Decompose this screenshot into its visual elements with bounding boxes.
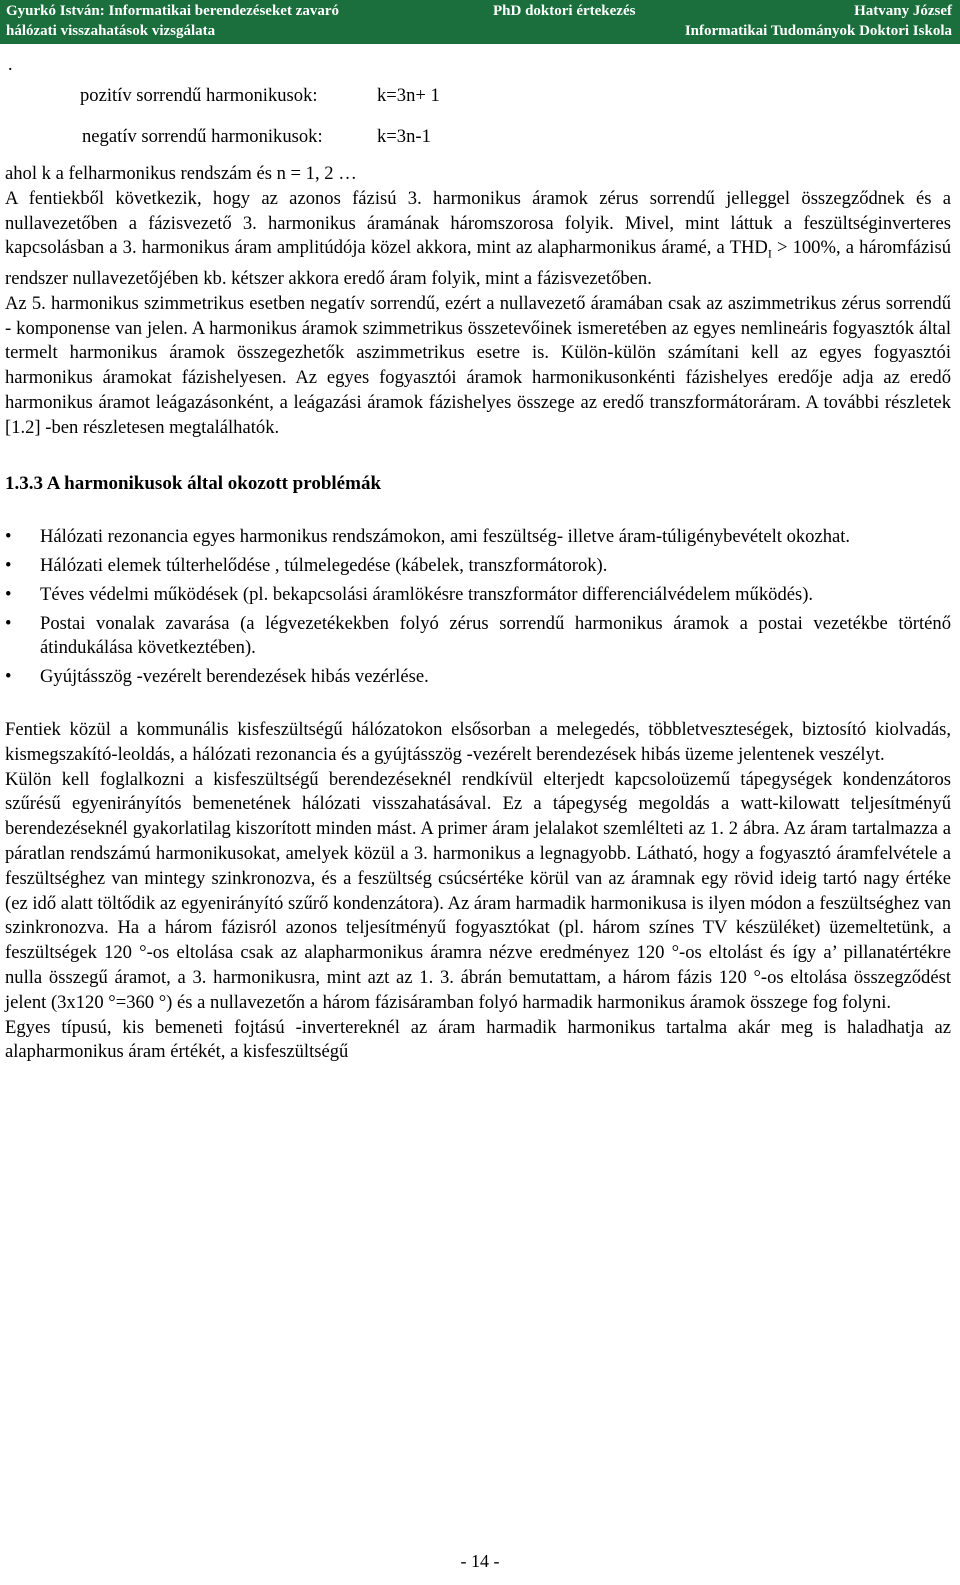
- positive-sequence-formula: k=3n+ 1: [377, 85, 440, 107]
- header-author-title: Gyurkó István: Informatikai berendezéseket zavaró: [6, 3, 340, 19]
- stray-dot: .: [8, 54, 13, 74]
- negative-sequence-row: [5, 117, 951, 158]
- header-school-name: Hatvany József: [854, 3, 952, 19]
- list-item: [5, 612, 951, 662]
- paragraph-risks: Fentiek közül a kommunális kisfeszültségű hálózatokon elsősorban a melegedés, többletveszteségek, biztosító kiolvadás, kismegszakító-leoldás, a hálózati rezonancia és a gyújtásszög -vezérelt berendezések hibás üzeme jelentenek veszélyt.: [5, 719, 951, 765]
- bullet-icon: •: [5, 666, 12, 688]
- p2-text-b: > 100%, a háromfázisú rendszer nullavezetőjében kb. kétszer akkora eredő áram folyik, mint a fázisvezetőben.: [5, 237, 952, 289]
- page-body: [5, 76, 951, 1065]
- problem-list: [5, 525, 951, 690]
- negative-sequence-formula: k=3n-1: [377, 126, 431, 148]
- p2-text-a: A fentiekből következik, hogy az azonos fázisú 3. harmonikus áramok zérus sorrendű jelleggel összegződnek és a nullavezetőben a fázisvezető 3. harmonikus áramának háromszorosa folyik. Mivel, mint láttuk a feszültséginverteres kapcsolásban a 3. harmonikus áram amplitúdója közel akkora, mint az alapharmonikus áramé, a THD: [5, 187, 951, 259]
- paragraph-fifth-harmonic: Az 5. harmonikus szimmetrikus esetben negatív sorrendű, ezért a nullavezető áramában csak az aszimmetrikus zérus sorrendű - komponense van jelen. A harmonikus áramok szimmetrikus összetevőinek ismeretében az egyes nemlineáris fogyasztók által termelt harmonikus áramok összegezhetők aszimmetrikus esetre is. Külön-külön számítani kell az egyes fogyasztói harmonikus áramokat fázishelyesen. Az egyes fogyasztói áramok harmonikusonkénti fázishelyes eredője adja az eredő harmonikus áramot leágazásonként, a leágazási áramok fázishelyes összege az eredő transzformátoráram. A további részletek [1.2] -ben részletesen megtalálhatók.: [5, 292, 951, 438]
- bullet-icon: •: [5, 612, 12, 634]
- list-item: [5, 525, 951, 550]
- list-item: [5, 554, 951, 579]
- list-item-text: Gyújtásszög -vezérelt berendezések hibás vezérlése.: [40, 666, 429, 688]
- header-doc-type: PhD doktori értekezés: [493, 3, 636, 19]
- thd-subscript: I: [767, 247, 772, 262]
- list-item: [5, 665, 951, 690]
- page-number: - 14 -: [460, 1551, 500, 1571]
- header-right: [685, 1, 952, 41]
- negative-sequence-label: negatív sorrendű harmonikusok:: [82, 126, 323, 148]
- header-title-cont: hálózati visszahatások vizsgálata: [6, 23, 216, 39]
- bullet-icon: •: [5, 583, 12, 605]
- page-header: [0, 0, 960, 44]
- bullet-icon: •: [5, 526, 12, 548]
- bullet-icon: •: [5, 555, 12, 577]
- paragraph-inverters: Egyes típusú, kis bemeneti fojtású -invertereknél az áram harmadik harmonikus tartalma akár meg is haladhatja az alapharmonikus áram értékét, a kisfeszültségű: [5, 1016, 951, 1063]
- positive-sequence-row: [5, 76, 951, 117]
- list-item-text: Téves védelmi működések (pl. bekapcsolási áramlökésre transzformátor differenciálvédelem működés).: [40, 583, 814, 605]
- list-item-text: Hálózati rezonancia egyes harmonikus rendszámokon, ami feszültség- illetve áram-túligénybevételt okozhat.: [40, 526, 851, 548]
- list-item: [5, 583, 951, 608]
- positive-sequence-label: pozitív sorrendű harmonikusok:: [80, 85, 318, 107]
- spacer: [5, 694, 951, 718]
- header-school-dept: Informatikai Tudományok Doktori Iskola: [684, 23, 952, 39]
- paragraph-third-harmonic: [5, 187, 951, 292]
- list-item-text: Hálózati elemek túlterhelődése , túlmelegedése (kábelek, transzformátorok).: [40, 555, 608, 577]
- list-item-text: Postai vonalak zavarása (a légvezetékekben folyó zérus sorrendű harmonikus áramok a postai vezetékbe történő átindukálása következtében).: [40, 612, 951, 659]
- section-heading: 1.3.3 A harmonikusok által okozott problémák: [5, 473, 382, 495]
- paragraph-k-definition: ahol k a felharmonikus rendszám és n = 1, 2 …: [5, 163, 357, 184]
- paragraph-smps: Külön kell foglalkozni a kisfeszültségű berendezéseknél rendkívül elterjedt kapcsoloüzemű tápegységek kondenzátoros szűrésű egyenirányítós bemenetének hálózati visszahatásával. Ez a tápegység megoldás a watt-kilowatt teljesítményű berendezéseknél gyakorlatilag kiszorított minden mást. A primer áram jelalakot szemlélteti az 1. 2 ábra. Az áram tartalmazza a páratlan rendszámú harmonikusokat, amelyek közül a 3. harmonikus a legnagyobb. Látható, hogy a fogyasztó áramfelvétele a feszültséghez van mintegy szinkronozva, és a feszültség csúcsértéke körül van az áramnak egy rövid ideig tartó nagy értéke (ez idő alatt töltődik az egyenirányító szűrő kondenzátora). Az áram harmadik harmonikusa is ilyen módon a feszültséghez van szinkronozva. Ha a három fázisról azonos teljesítményű fogyasztókat (pl. három színes TV készüléket) üzemeltetünk, a feszültségek 120 °-os eltolása csak az alapharmonikus áramra nézve eredményez 120 °-os eltolást és így a’ pillanatértékre nulla összegű áramot, a 3. harmonikusra, mint azt az 1. 3. ábrán bemutattam, a három fázis 120 °-os eltolása összegződést jelent (3x120 °=360 °) és a nullavezetőn a három fázisáramban folyó harmadik harmonikus áramok összege fog folyni.: [5, 768, 951, 1013]
- header-left: [6, 1, 339, 41]
- header-middle: [493, 1, 635, 21]
